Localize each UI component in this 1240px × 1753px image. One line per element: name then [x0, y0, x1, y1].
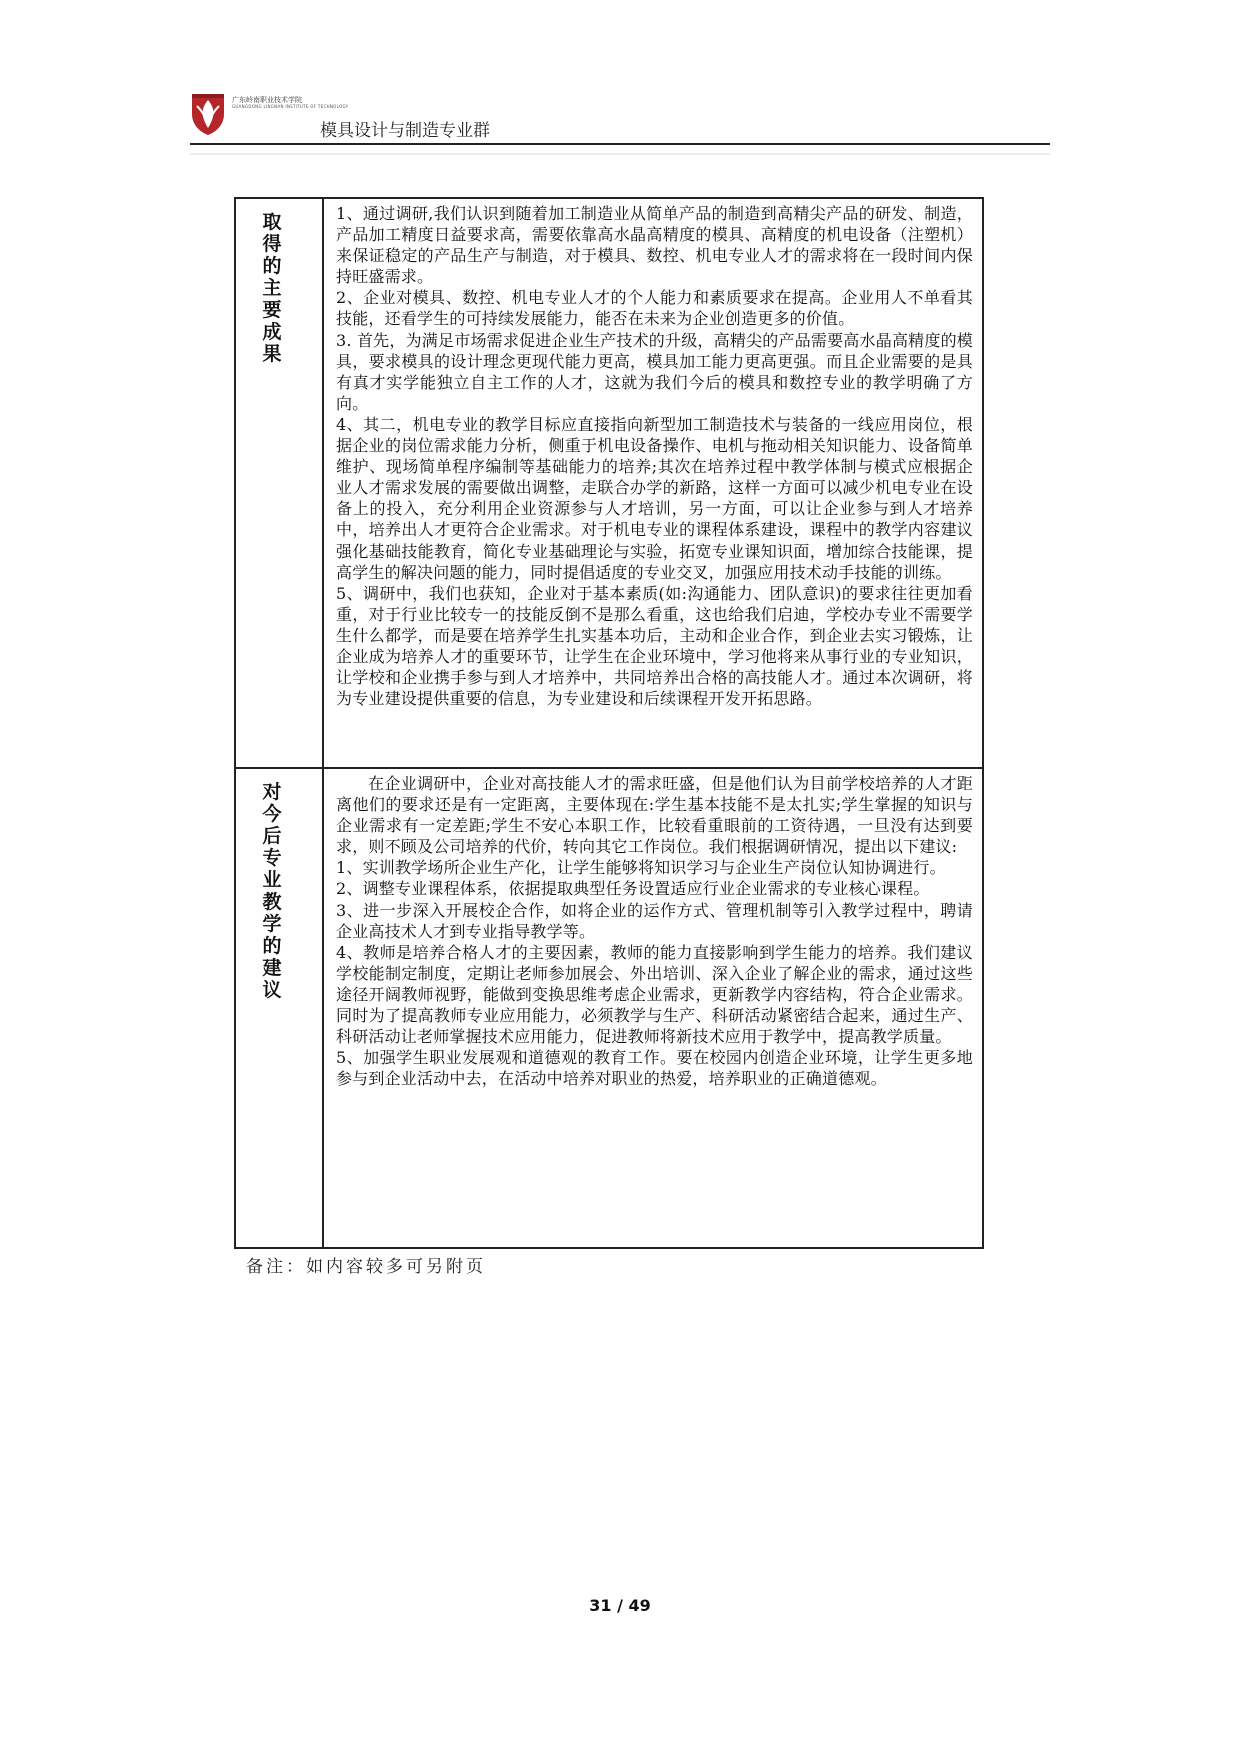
result-item-1: 1、通过调研,我们认识到随着加工制造业从简单产品的制造到高精尖产品的研发、制造，产品加工精度日益要求高，需要依靠高水晶高精度的模具、高精度的机电设备（注塑机）来保证稳定的产品生产与制造，对于模具、数控、机电专业人才的需求将在一段时间内保持旺盛需求。 — [336, 204, 973, 287]
row-label-cell — [236, 199, 324, 767]
suggestion-item-1: 1、实训教学场所企业生产化，让学生能够将知识学习与企业生产岗位认知协调进行。 — [336, 858, 946, 878]
result-item-3: 3. 首先，为满足市场需求促进企业生产技术的升级，高精尖的产品需要高水晶高精度的模具，要求模具的设计理念更现代能力更高，模具加工能力更高更强。而且企业需要的是具有真才实学能独立自主工作的人才，这就为我们今后的模具和数控专业的教学明确了方向。 — [336, 330, 973, 413]
college-logo-icon — [190, 92, 226, 136]
row-label-cell — [236, 769, 324, 1247]
specialty-group-title: 模具设计与制造专业群 — [320, 121, 490, 141]
row-label-teaching-suggestions: 对今后专业教学的建议 — [262, 781, 282, 1001]
table-footnote: 备注：如内容较多可另附页 — [246, 1257, 486, 1277]
logo-text-en: GUANGDONG LINGNAN INSTITUTE OF TECHNOLOGY — [232, 104, 349, 109]
suggestion-item-3: 3、进一步深入开展校企合作，如将企业的运作方式、管理机制等引入教学过程中，聘请企业高技术人才到专业指导教学等。 — [336, 900, 973, 941]
suggestion-intro: 在企业调研中，企业对高技能人才的需求旺盛，但是他们认为目前学校培养的人才距离他们的要求还是有一定距离，主要体现在:学生基本技能不是太扎实;学生掌握的知识与企业需求有一定差距;学生不安心本职工作，比较看重眼前的工资待遇，一旦没有达到要求，则不顾及公司培养的代价，转向其它工作岗位。我们根据调研情况，提出以下建议: — [336, 774, 973, 857]
table-row-teaching-suggestions — [236, 769, 982, 1247]
table-row-main-results — [236, 199, 982, 769]
row-content-main-results — [326, 199, 982, 767]
suggestion-item-4: 4、教师是培养合格人才的主要因素，教师的能力直接影响到学生能力的培养。我们建议学校能制定制度，定期让老师参加展会、外出培训、深入企业了解企业的需求，通过这些途径开阔教师视野，能做到变换思维考虑企业需求，更新教学内容结构，符合企业需求。同时为了提高教师专业应用能力，必须教学与生产、科研活动紧密结合起来，通过生产、科研活动让老师掌握技术应用能力，促进教师将新技术应用于教学中，提高教学质量。 — [336, 942, 973, 1047]
header-shadow-divider — [190, 153, 1050, 155]
row-content-teaching-suggestions — [326, 769, 982, 1247]
result-item-4: 4、其二，机电专业的教学目标应直接指向新型加工制造技术与装备的一线应用岗位，根据企业的岗位需求能力分析，侧重于机电设备操作、电机与拖动相关知识能力、设备简单维护、现场简单程序编制等基础能力的培养;其次在培养过程中教学体制与模式应根据企业人才需求发展的需要做出调整，走联合办学的新路，这样一方面可以减少机电专业在设备上的投入，充分利用企业资源参与人才培训，另一方面，可以让企业参与到人才培养中，培养出人才更符合企业需求。对于机电专业的课程体系建设，课程中的教学内容建议强化基础技能教育，简化专业基础理论与实验，拓宽专业课知识面，增加综合技能课，提高学生的解决问题的能力，同时提倡适度的专业交叉，加强应用技术动手技能的训练。 — [336, 414, 973, 582]
result-item-5: 5、调研中，我们也获知，企业对于基本素质(如:沟通能力、团队意识)的要求往往更加看重，对于行业比较专一的技能反倒不是那么看重，这也给我们启迪，学校办专业不需要学生什么都学，而是要在培养学生扎实基本功后，主动和企业合作，到企业去实习锻炼，让企业成为培养人才的重要环节，让学生在企业环境中，学习他将来从事行业的专业知识，让学校和企业携手参与到人才培养中，共同培养出合格的高技能人才。通过本次调研，将为专业建设提供重要的信息，为专业建设和后续课程开发开拓思路。 — [336, 583, 973, 709]
page-number: 31 / 49 — [589, 1596, 651, 1615]
survey-results-table — [234, 197, 984, 1249]
result-item-2: 2、企业对模具、数控、机电专业人才的个人能力和素质要求在提高。企业用人不单看其技能，还看学生的可持续发展能力，能否在未来为企业创造更多的价值。 — [336, 288, 973, 329]
row-label-main-results: 取得的主要成果 — [262, 211, 282, 365]
header-divider — [190, 143, 1050, 145]
suggestion-item-5: 5、加强学生职业发展观和道德观的教育工作。要在校园内创造企业环境，让学生更多地参与到企业活动中去，在活动中培养对职业的热爱，培养职业的正确道德观。 — [336, 1048, 973, 1089]
suggestion-item-2: 2、调整专业课程体系，依据提取典型任务设置适应行业企业需求的专业核心课程。 — [336, 879, 930, 899]
logo-text-cn: 广东岭南职业技术学院 — [232, 96, 302, 104]
page-header — [190, 88, 1060, 146]
logo-text — [232, 96, 348, 109]
